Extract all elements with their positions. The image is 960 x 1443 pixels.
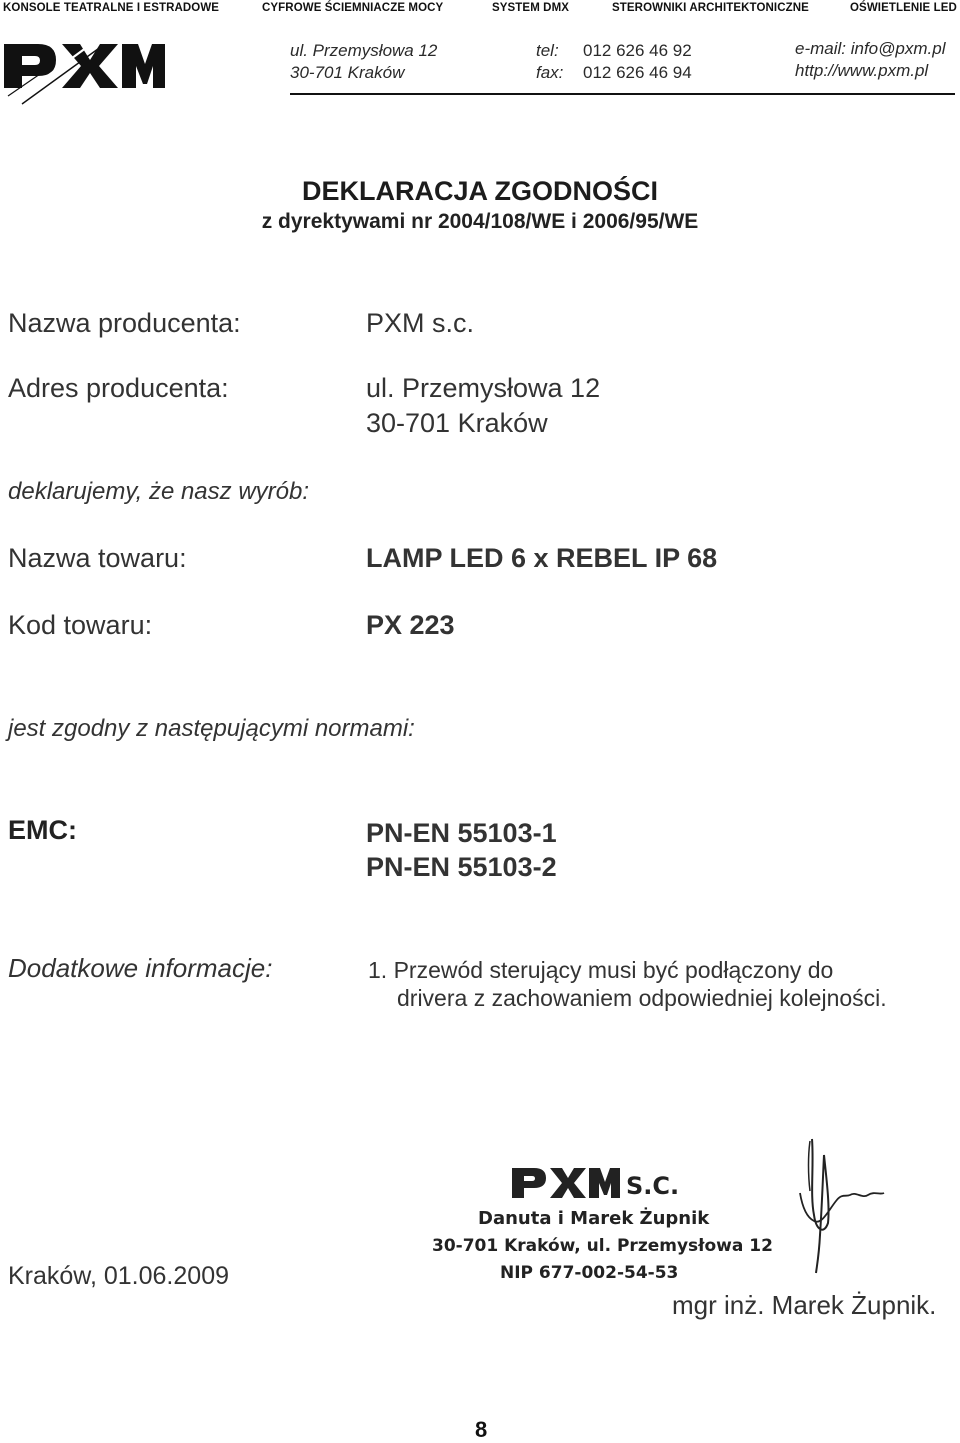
header-address-line1: ul. Przemysłowa 12: [290, 41, 438, 60]
extra-info-line2: drivera z zachowaniem odpowiedniej kolejności.: [397, 985, 887, 1011]
stamp-company-suffix: S.C.: [626, 1172, 680, 1200]
signatory-name: mgr inż. Marek Żupnik.: [672, 1290, 937, 1320]
product-name-value: LAMP LED 6 x REBEL IP 68: [366, 543, 718, 573]
top-category-bar: [0, 0, 960, 18]
category-dmx: SYSTEM DMX: [492, 2, 570, 14]
company-stamp: [420, 1160, 780, 1290]
place-date: Kraków, 01.06.2009: [8, 1262, 229, 1290]
producer-address-label: Adres producenta:: [8, 373, 229, 403]
extra-info-line1: 1. Przewód sterujący musi być podłączony do: [368, 957, 834, 983]
stamp-owners: Danuta i Marek Żupnik: [478, 1208, 710, 1229]
extra-info-label: Dodatkowe informacje:: [8, 953, 273, 983]
product-code-label: Kod towaru:: [8, 610, 153, 640]
category-led: OŚWIETLENIE LED: [850, 2, 957, 14]
category-dimmers: CYFROWE ŚCIEMNIACZE MOCY: [262, 2, 444, 14]
stamp-address: 30-701 Kraków, ul. Przemysłowa 12: [432, 1236, 773, 1256]
declaration-intro: deklarujemy, że nasz wyrób:: [8, 478, 310, 505]
norms-intro: jest zgodny z następującymi normami:: [8, 715, 415, 742]
header-address: [290, 40, 437, 84]
product-name-label: Nazwa towaru:: [8, 543, 187, 573]
page-number: 8: [475, 1417, 488, 1442]
document-subtitle: z dyrektywami nr 2004/108/WE i 2006/95/WE: [261, 210, 699, 233]
emc-norm-2: PN-EN 55103-2: [366, 852, 557, 882]
tel-value: 012 626 46 92: [583, 41, 692, 60]
producer-name-value: PXM s.c.: [366, 308, 475, 338]
stamp-nip: NIP 677-002-54-53: [500, 1263, 679, 1283]
website-link[interactable]: http://www.pxm.pl: [795, 61, 929, 80]
producer-name-label: Nazwa producenta:: [8, 308, 241, 338]
fax-value: 012 626 46 94: [583, 63, 692, 82]
producer-address-line2: 30-701 Kraków: [366, 408, 548, 438]
header-phone-labels: [536, 40, 563, 84]
producer-address-line1: ul. Przemysłowa 12: [366, 373, 601, 403]
header-online: [795, 38, 945, 82]
header-divider: [290, 93, 955, 95]
emc-norm-1: PN-EN 55103-1: [366, 818, 557, 848]
stamp-pxm-logo: [510, 1166, 628, 1202]
pxm-logo: [2, 36, 167, 106]
header-phone-values: [583, 40, 692, 84]
handwritten-signature: [780, 1135, 900, 1275]
product-code-value: PX 223: [366, 610, 455, 640]
header-address-line2: 30-701 Kraków: [290, 63, 405, 82]
category-architectural: STEROWNIKI ARCHITEKTONICZNE: [612, 2, 809, 14]
emc-label: EMC:: [8, 815, 77, 845]
tel-label: tel:: [536, 41, 559, 60]
fax-label: fax:: [536, 63, 564, 82]
document-title: DEKLARACJA ZGODNOŚCI: [301, 176, 658, 206]
category-consoles: KONSOLE TEATRALNE I ESTRADOWE: [3, 2, 220, 14]
email-link[interactable]: e-mail: info@pxm.pl: [795, 39, 946, 58]
